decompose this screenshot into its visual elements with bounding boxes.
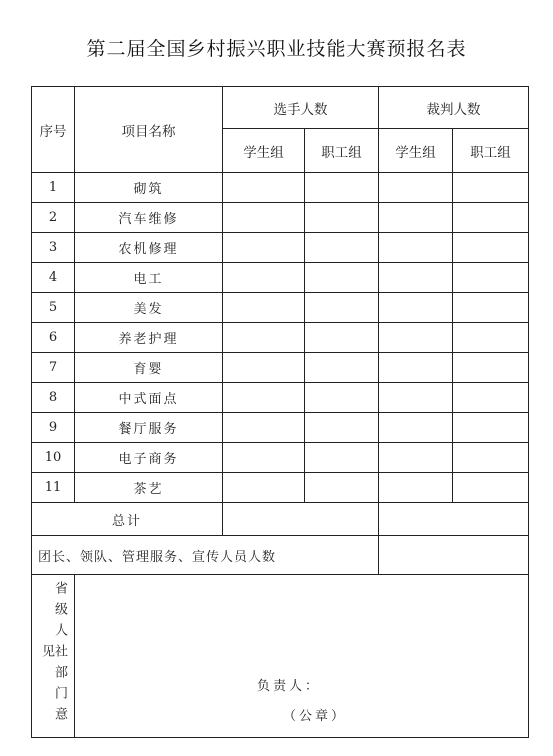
total-row — [32, 503, 529, 536]
row-number: 9 — [32, 413, 75, 443]
cell-player-student[interactable] — [223, 323, 305, 353]
cell-judge-staff[interactable] — [453, 293, 529, 323]
cell-player-staff[interactable] — [305, 173, 379, 203]
header-judge-staff: 职工组 — [453, 129, 529, 173]
row-number: 11 — [32, 473, 75, 503]
cell-judge-student[interactable] — [379, 293, 453, 323]
cell-player-student[interactable] — [223, 413, 305, 443]
cell-player-staff[interactable] — [305, 353, 379, 383]
cell-player-student[interactable] — [223, 233, 305, 263]
row-item-name: 育婴 — [75, 353, 223, 383]
cell-player-student[interactable] — [223, 353, 305, 383]
cell-judge-staff[interactable] — [453, 383, 529, 413]
cell-judge-staff[interactable] — [453, 353, 529, 383]
opinion-area[interactable] — [75, 575, 529, 738]
cell-judge-student[interactable] — [379, 443, 453, 473]
table-row — [32, 443, 529, 473]
staff-count-label: 团长、领队、管理服务、宣传人员人数 — [32, 536, 379, 575]
opinion-label: 省级人社部门意见 — [39, 580, 67, 728]
staff-row — [32, 536, 529, 575]
cell-player-staff[interactable] — [305, 473, 379, 503]
cell-player-staff[interactable] — [305, 263, 379, 293]
row-item-name: 电工 — [75, 263, 223, 293]
staff-count-cell[interactable] — [379, 536, 529, 575]
cell-judge-student[interactable] — [379, 383, 453, 413]
row-item-name: 砌筑 — [75, 173, 223, 203]
seal-label: （公章） — [283, 709, 348, 724]
cell-judge-staff[interactable] — [453, 263, 529, 293]
cell-player-student[interactable] — [223, 173, 305, 203]
opinion-label-cell — [32, 575, 75, 738]
table-row — [32, 173, 529, 203]
row-number: 4 — [32, 263, 75, 293]
cell-player-student[interactable] — [223, 203, 305, 233]
row-item-name: 茶艺 — [75, 473, 223, 503]
table-row — [32, 353, 529, 383]
row-item-name: 汽车维修 — [75, 203, 223, 233]
cell-judge-student[interactable] — [379, 173, 453, 203]
row-number: 8 — [32, 383, 75, 413]
header-player-staff: 职工组 — [305, 129, 379, 173]
cell-player-student[interactable] — [223, 443, 305, 473]
total-judge-cell[interactable] — [379, 503, 529, 536]
row-number: 7 — [32, 353, 75, 383]
registration-table — [31, 86, 529, 738]
cell-judge-student[interactable] — [379, 203, 453, 233]
form-title: 第二届全国乡村振兴职业技能大赛预报名表 — [86, 38, 467, 60]
header-judge-count: 裁判人数 — [379, 87, 529, 129]
cell-player-staff[interactable] — [305, 233, 379, 263]
table-row — [32, 263, 529, 293]
header-judge-student: 学生组 — [379, 129, 453, 173]
cell-judge-student[interactable] — [379, 413, 453, 443]
cell-judge-student[interactable] — [379, 233, 453, 263]
cell-judge-student[interactable] — [379, 323, 453, 353]
row-number: 6 — [32, 323, 75, 353]
cell-judge-staff[interactable] — [453, 443, 529, 473]
cell-judge-staff[interactable] — [453, 413, 529, 443]
header-player-student: 学生组 — [223, 129, 305, 173]
header-seq: 序号 — [32, 87, 75, 173]
table-row — [32, 383, 529, 413]
total-player-cell[interactable] — [223, 503, 379, 536]
row-number: 3 — [32, 233, 75, 263]
cell-judge-staff[interactable] — [453, 173, 529, 203]
responsible-label: 负责人： — [257, 679, 322, 694]
header-item-name: 项目名称 — [75, 87, 223, 173]
table-row — [32, 233, 529, 263]
row-item-name: 餐厅服务 — [75, 413, 223, 443]
cell-judge-student[interactable] — [379, 263, 453, 293]
total-label: 总计 — [32, 503, 223, 536]
table-row — [32, 293, 529, 323]
row-item-name: 农机修理 — [75, 233, 223, 263]
header-row-1 — [32, 87, 529, 129]
cell-judge-staff[interactable] — [453, 203, 529, 233]
cell-judge-staff[interactable] — [453, 233, 529, 263]
row-item-name: 电子商务 — [75, 443, 223, 473]
row-number: 2 — [32, 203, 75, 233]
opinion-row — [32, 575, 529, 738]
header-player-count: 选手人数 — [223, 87, 379, 129]
cell-player-staff[interactable] — [305, 413, 379, 443]
row-item-name: 中式面点 — [75, 383, 223, 413]
row-item-name: 养老护理 — [75, 323, 223, 353]
row-number: 10 — [32, 443, 75, 473]
table-row — [32, 203, 529, 233]
cell-player-staff[interactable] — [305, 323, 379, 353]
cell-player-student[interactable] — [223, 293, 305, 323]
cell-judge-staff[interactable] — [453, 323, 529, 353]
cell-player-staff[interactable] — [305, 383, 379, 413]
table-row — [32, 323, 529, 353]
table-row — [32, 413, 529, 443]
cell-judge-staff[interactable] — [453, 473, 529, 503]
row-number: 1 — [32, 173, 75, 203]
cell-player-student[interactable] — [223, 263, 305, 293]
cell-player-staff[interactable] — [305, 443, 379, 473]
row-item-name: 美发 — [75, 293, 223, 323]
cell-player-student[interactable] — [223, 383, 305, 413]
row-number: 5 — [32, 293, 75, 323]
cell-judge-student[interactable] — [379, 353, 453, 383]
cell-player-student[interactable] — [223, 473, 305, 503]
cell-player-staff[interactable] — [305, 293, 379, 323]
cell-judge-student[interactable] — [379, 473, 453, 503]
table-row — [32, 473, 529, 503]
cell-player-staff[interactable] — [305, 203, 379, 233]
